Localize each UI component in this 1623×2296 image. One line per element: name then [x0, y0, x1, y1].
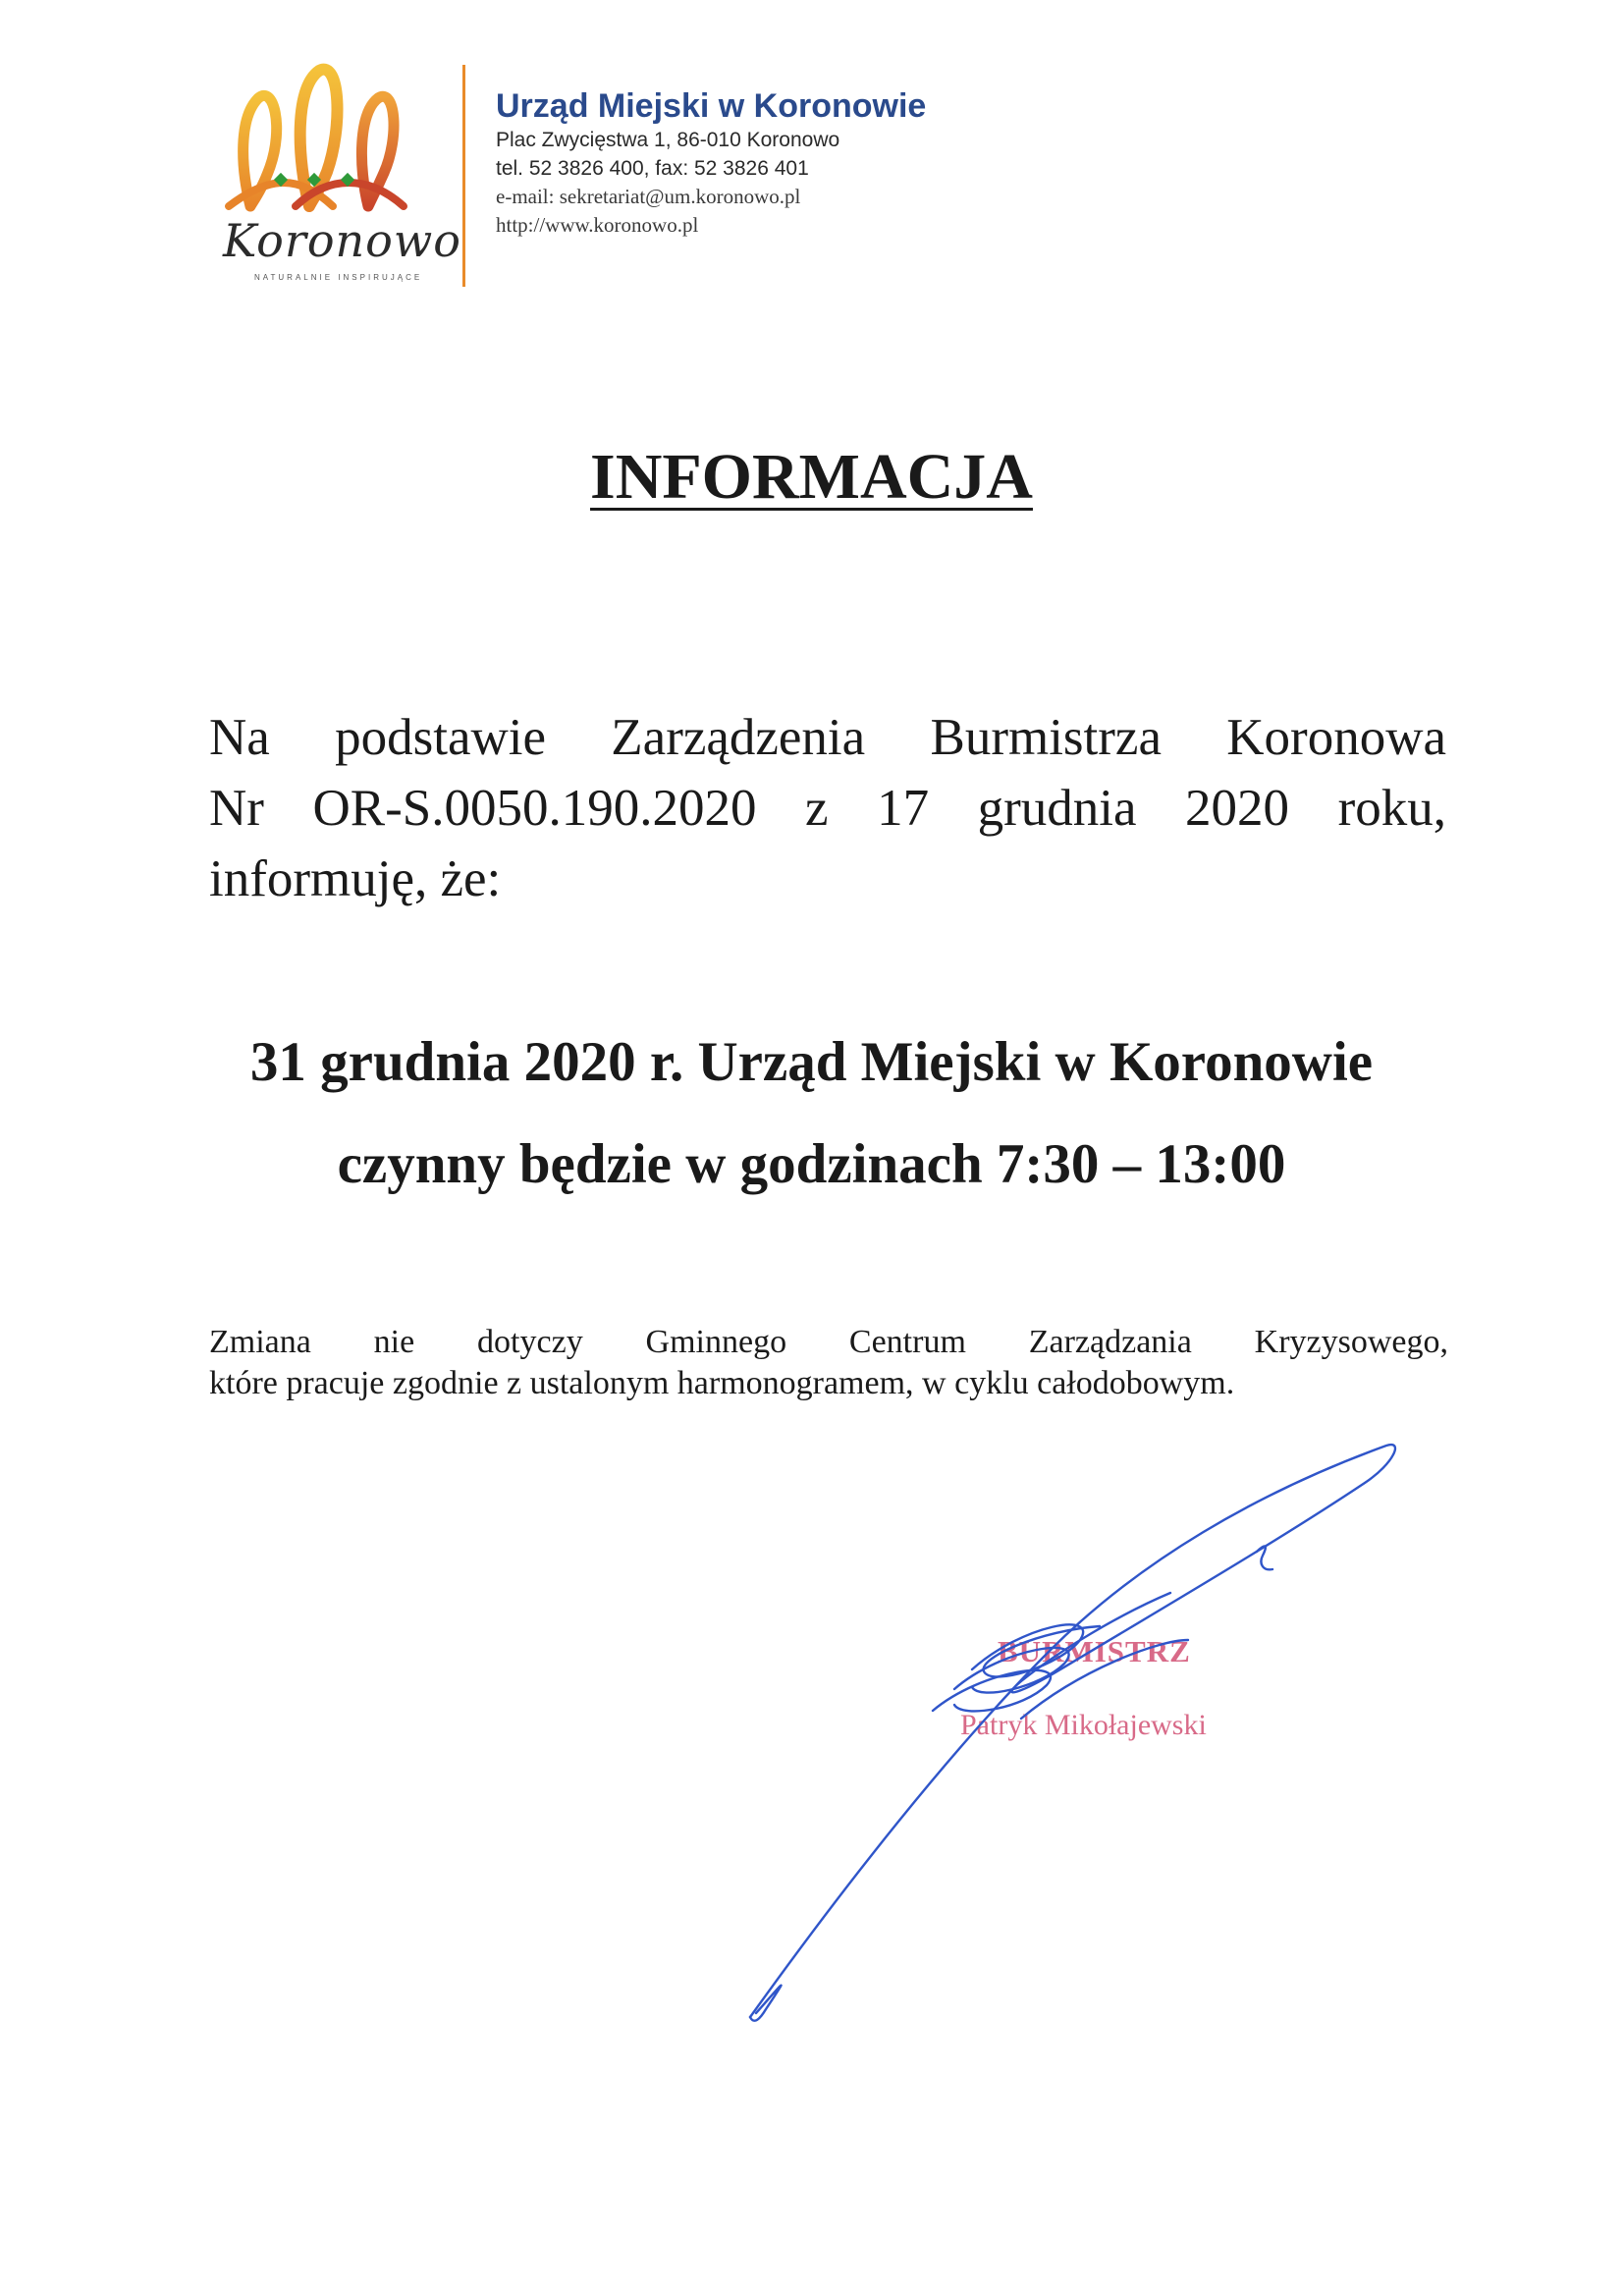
announcement-line: 31 grudnia 2020 r. Urząd Miejski w Koronowie	[249, 1031, 1374, 1093]
intro-line: Na podstawie Zarządzenia Burmistrza Koronowa	[209, 709, 1446, 766]
intro-line: Nr OR-S.0050.190.2020 z 17 grudnia 2020 roku,	[209, 780, 1446, 837]
exception-note	[209, 1322, 1448, 1404]
note-line: Zmiana nie dotyczy Gminnego Centrum Zarządzania Kryzysowego,	[209, 1324, 1448, 1360]
office-address: Plac Zwycięstwa 1, 86-010 Koronowo	[496, 129, 840, 151]
stamp-name: Patryk Mikołajewski	[960, 1709, 1207, 1741]
office-contact-block	[496, 86, 1085, 240]
document-title-text: INFORMACJA	[590, 441, 1033, 513]
note-line: które pracuje zgodnie z ustalonym harmonogramem, w cyklu całodobowym.	[209, 1365, 1235, 1401]
intro-line: informuję, że:	[209, 850, 502, 907]
letterhead	[211, 59, 1095, 295]
office-email: e-mail: sekretariat@um.koronowo.pl	[496, 185, 801, 208]
stamp-title: BURMISTRZ	[998, 1634, 1191, 1668]
opening-hours-announcement	[0, 1011, 1623, 1216]
logo-loops-icon	[211, 59, 427, 216]
office-phone: tel. 52 3826 400, fax: 52 3826 401	[496, 157, 809, 180]
logo-tagline: NATURALNIE INSPIRUJĄCE	[254, 273, 423, 282]
intro-paragraph	[209, 702, 1446, 914]
office-name: Urząd Miejski w Koronowie	[496, 87, 927, 125]
logo-wordmark: Koronowo	[223, 214, 461, 267]
office-website: http://www.koronowo.pl	[496, 213, 699, 237]
document-title	[0, 438, 1623, 517]
koronowo-logo-icon	[211, 59, 461, 295]
letterhead-divider	[462, 65, 465, 287]
announcement-line: czynny będzie w godzinach 7:30 – 13:00	[337, 1133, 1286, 1195]
